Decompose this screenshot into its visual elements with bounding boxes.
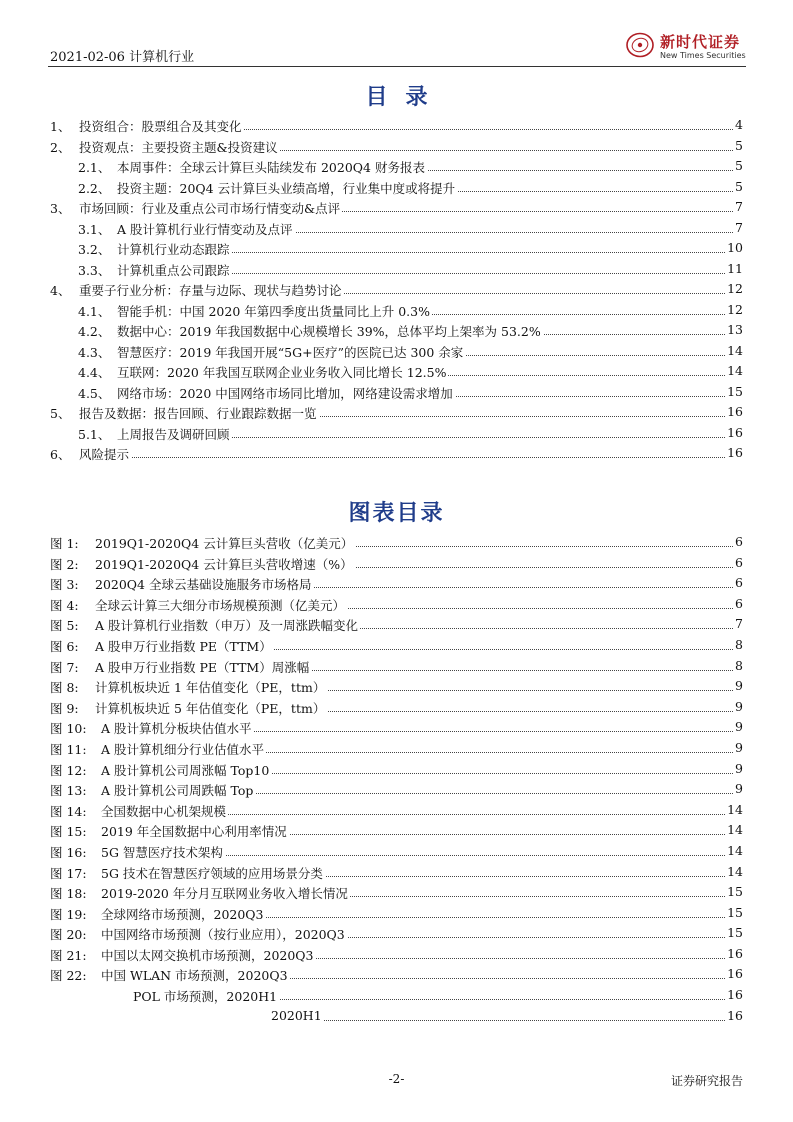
toc-entry[interactable] xyxy=(0,300,793,321)
figure-entry[interactable] xyxy=(0,738,793,759)
figure-entry-title: 2019Q1-2020Q4 云计算巨头营收（亿美元） xyxy=(95,536,354,551)
toc-entry-number: 4.4、 xyxy=(78,365,111,380)
figure-entry-page: 9 xyxy=(735,781,743,797)
toc-entry-number: 4、 xyxy=(50,283,71,298)
figure-entry[interactable] xyxy=(0,779,793,800)
toc-entry-title: 智能手机：中国 2020 年第四季度出货量同比上升 0.3% xyxy=(117,303,430,319)
toc-entry-title: 投资观点：主要投资主题&投资建议 xyxy=(79,139,278,155)
figure-entry-title: 2020H1 xyxy=(271,1007,322,1023)
figure-entry-page: 16 xyxy=(727,945,743,961)
page-number: -2- xyxy=(388,1072,405,1086)
figure-entry-title: 计算机板块近 1 年估值变化（PE，ttm） xyxy=(95,680,326,696)
figure-entry-label: 图 6: xyxy=(50,638,79,654)
figure-entry-title: 2019 年全国数据中心利用率情况 xyxy=(101,824,287,840)
figure-entry-label: 图 13: xyxy=(50,783,87,799)
toc-entry-page: 5 xyxy=(735,158,743,173)
figure-entry-label: 图 9: xyxy=(50,700,79,716)
figure-entry[interactable] xyxy=(0,985,793,1006)
toc-entry-title: 重要子行业分析：存量与边际、现状与趋势讨论 xyxy=(79,283,342,298)
figure-entry-label: 图 3: xyxy=(50,577,79,593)
figure-entry-page: 6 xyxy=(735,534,743,549)
toc-entry[interactable] xyxy=(0,136,793,157)
toc-entry[interactable] xyxy=(0,115,793,136)
toc-entry-number: 3、 xyxy=(50,201,71,216)
figure-entry-page: 16 xyxy=(727,987,743,1003)
toc-entry-page: 11 xyxy=(727,260,743,276)
figure-entry-page: 9 xyxy=(735,678,743,694)
toc-entry-page: 7 xyxy=(735,219,743,235)
figure-entry-title: A 股申万行业指数 PE（TTM） xyxy=(95,638,272,654)
figure-entry-title: POL 市场预测，2020H1 xyxy=(133,989,278,1005)
toc-entry[interactable] xyxy=(0,218,793,239)
figure-entry-page: 16 xyxy=(727,1007,743,1023)
toc-entry-page: 16 xyxy=(727,424,743,440)
figure-entry-label: 图 21: xyxy=(50,947,87,963)
figure-entry[interactable] xyxy=(0,841,793,862)
figure-entry-title: 计算机板块近 5 年估值变化（PE，ttm） xyxy=(95,700,326,716)
figure-entry-page: 15 xyxy=(727,925,743,941)
figure-entry-page: 9 xyxy=(735,760,743,776)
toc-entry-title: 计算机重点公司跟踪 xyxy=(117,262,230,278)
figure-entry-page: 9 xyxy=(735,739,743,755)
logo-emblem-icon xyxy=(626,32,654,58)
figure-entry-label: 图 15: xyxy=(50,824,87,840)
figure-entry-page: 8 xyxy=(735,657,743,673)
figure-entry[interactable] xyxy=(0,614,793,635)
toc-entry-page: 16 xyxy=(727,445,743,460)
toc-entry-title: 报告及数据：报告回顾、行业跟踪数据一览 xyxy=(79,406,317,421)
figure-entry-title: A 股计算机公司周涨幅 Top10 xyxy=(101,762,270,778)
figure-entry-title: 中国 WLAN 市场预测，2020Q3 xyxy=(101,968,288,984)
toc-entry[interactable] xyxy=(0,156,793,177)
figure-entry-page: 14 xyxy=(727,822,743,838)
toc-entry[interactable] xyxy=(0,382,793,403)
figure-entry-label: 图 12: xyxy=(50,762,87,778)
toc-entry-number: 5.1、 xyxy=(78,426,111,442)
toc-entry[interactable] xyxy=(0,238,793,259)
figure-entry-title: 中国以太网交换机市场预测，2020Q3 xyxy=(101,947,314,963)
figures-title: 图表目录 xyxy=(348,500,445,526)
toc-entry[interactable] xyxy=(0,341,793,362)
toc-entry-number: 3.2、 xyxy=(78,242,111,257)
figure-entry-label: 图 19: xyxy=(50,906,87,922)
figure-entry[interactable] xyxy=(0,882,793,903)
figure-entry[interactable] xyxy=(0,532,793,553)
figure-entry[interactable] xyxy=(0,676,793,697)
figure-entry-label: 图 5: xyxy=(50,618,79,634)
figure-entry-page: 16 xyxy=(727,966,743,982)
toc-entry-title: A 股计算机行业行情变动及点评 xyxy=(117,221,293,237)
figure-entry[interactable] xyxy=(0,800,793,821)
toc-entry[interactable] xyxy=(0,361,793,382)
toc-entry-title: 计算机行业动态跟踪 xyxy=(117,242,230,257)
company-logo xyxy=(626,30,746,62)
figure-entry-title: A 股计算机分板块估值水平 xyxy=(101,721,252,737)
toc-entry[interactable] xyxy=(0,320,793,341)
figure-entry-page: 15 xyxy=(727,904,743,920)
figure-entry-title: 中国网络市场预测（按行业应用），2020Q3 xyxy=(101,927,345,943)
header-date-sector: 2021-02-06 计算机行业 xyxy=(50,50,195,65)
toc-entry[interactable] xyxy=(0,177,793,198)
toc-entry-title: 本周事件：全球云计算巨头陆续发布 2020Q4 财务报表 xyxy=(117,160,425,175)
figure-entry-label: 图 8: xyxy=(50,680,79,696)
toc-entry[interactable] xyxy=(0,197,793,218)
toc-entry-number: 2、 xyxy=(50,139,71,155)
figure-entry[interactable] xyxy=(0,923,793,944)
toc-entry-page: 12 xyxy=(727,301,743,317)
figure-entry-title: A 股计算机公司周跌幅 Top xyxy=(101,783,254,799)
figure-entry-label: 图 16: xyxy=(50,844,87,860)
figure-entry[interactable] xyxy=(0,594,793,615)
figure-entry-title: 2019Q1-2020Q4 云计算巨头营收增速（%） xyxy=(95,556,353,572)
toc-entry[interactable] xyxy=(0,443,793,464)
figure-entry-page: 6 xyxy=(735,595,743,611)
figure-entry-title: A 股计算机细分行业估值水平 xyxy=(101,741,265,757)
figure-entry-page: 9 xyxy=(735,719,743,735)
toc-entry[interactable] xyxy=(0,402,793,423)
figure-entry-page: 8 xyxy=(735,636,743,652)
figure-entry-label: 图 20: xyxy=(50,927,87,943)
toc-entry-title: 上周报告及调研回顾 xyxy=(117,426,230,442)
figure-entry-page: 6 xyxy=(735,554,743,570)
figure-entry[interactable] xyxy=(0,820,793,841)
figure-entry[interactable] xyxy=(0,759,793,780)
toc-entry-number: 4.5、 xyxy=(78,385,111,401)
toc-entry-number: 2.2、 xyxy=(78,180,111,196)
figure-entry-page: 14 xyxy=(727,801,743,817)
logo-english-name: New Times Securities xyxy=(660,51,746,60)
toc-entry-title: 投资主题：20Q4 云计算巨头业绩高增，行业集中度或将提升 xyxy=(117,180,456,196)
figure-leader-dots xyxy=(271,1020,737,1021)
figure-entry-label: 图 18: xyxy=(50,886,87,902)
toc-entry-title: 投资组合：股票组合及其变化 xyxy=(79,119,242,134)
figure-entry-page: 7 xyxy=(735,616,743,632)
toc-entry-page: 14 xyxy=(727,363,743,378)
logo-chinese-name: 新时代证券 xyxy=(660,33,741,51)
toc-entry-number: 1、 xyxy=(50,119,71,134)
toc-title: 目录 xyxy=(365,84,446,110)
figure-entry[interactable] xyxy=(0,903,793,924)
figure-entry-title: A 股计算机行业指数（申万）及一周涨跌幅变化 xyxy=(95,618,359,634)
toc-entry-title: 数据中心：2019 年我国数据中心规模增长 39%，总体平均上架率为 53.2% xyxy=(117,324,541,339)
figure-entry-label: 图 2: xyxy=(50,556,79,572)
toc-entry-page: 14 xyxy=(727,342,743,358)
figure-entry[interactable] xyxy=(0,635,793,656)
toc-entry-page: 15 xyxy=(727,383,743,399)
toc-entry[interactable] xyxy=(0,259,793,280)
figure-entry[interactable] xyxy=(0,862,793,883)
figure-entry-label: 图 10: xyxy=(50,721,87,737)
figure-entry-page: 15 xyxy=(727,884,743,900)
figure-entry-label: 图 11: xyxy=(50,741,87,757)
toc-entry-title: 市场回顾：行业及重点公司市场行情变动&点评 xyxy=(79,201,341,216)
toc-entry-number: 4.2、 xyxy=(78,324,111,339)
toc-entry-number: 2.1、 xyxy=(78,160,111,175)
figure-entry[interactable] xyxy=(0,553,793,574)
toc-entry-page: 13 xyxy=(727,322,743,337)
figure-entry-label: 图 22: xyxy=(50,968,87,984)
footer-label: 证券研究报告 xyxy=(670,1074,743,1088)
header-divider xyxy=(48,66,746,67)
toc-entry[interactable] xyxy=(0,279,793,300)
toc-entry-title: 网络市场：2020 中国网络市场同比增加，网络建设需求增加 xyxy=(117,385,453,401)
figure-entry-label: 图 17: xyxy=(50,865,87,881)
toc-entry-number: 3.3、 xyxy=(78,262,111,278)
figure-entry[interactable] xyxy=(0,697,793,718)
figure-entry-title: 2020Q4 全球云基础设施服务市场格局 xyxy=(95,577,312,593)
toc-entry-page: 16 xyxy=(727,404,743,419)
toc-entry-number: 4.1、 xyxy=(78,303,111,319)
toc-list xyxy=(0,115,793,464)
toc-entry-number: 6、 xyxy=(50,447,71,462)
toc-entry-number: 3.1、 xyxy=(78,221,111,237)
toc-entry-number: 5、 xyxy=(50,406,71,421)
toc-leader-dots xyxy=(79,457,737,458)
figure-entry-title: 全球云计算三大细分市场规模预测（亿美元） xyxy=(95,597,346,613)
figure-entry-page: 6 xyxy=(735,575,743,591)
figure-entry-label: 图 14: xyxy=(50,803,87,819)
figure-entry-title: 2019-2020 年分月互联网业务收入增长情况 xyxy=(101,886,348,902)
figure-entry-page: 14 xyxy=(727,842,743,858)
figure-entry-label: 图 1: xyxy=(50,536,79,551)
toc-entry-title: 智慧医疗：2019 年我国开展“5G+医疗”的医院已达 300 余家 xyxy=(117,344,464,360)
toc-entry-page: 5 xyxy=(735,137,743,153)
figure-entry-title: A 股申万行业指数 PE（TTM）周涨幅 xyxy=(95,659,310,675)
figure-entry[interactable] xyxy=(0,573,793,594)
toc-entry-page: 12 xyxy=(727,281,743,296)
toc-entry-title: 风险提示 xyxy=(79,447,130,462)
figure-entry-title: 5G 技术在智慧医疗领域的应用场景分类 xyxy=(101,865,323,881)
figure-entry-title: 全球网络市场预测，2020Q3 xyxy=(101,906,264,922)
figure-entry-page: 14 xyxy=(727,863,743,879)
figure-entry-label: 图 7: xyxy=(50,659,79,675)
toc-entry-page: 5 xyxy=(735,178,743,194)
figure-entry[interactable] xyxy=(0,1006,793,1027)
figure-entry[interactable] xyxy=(0,717,793,738)
toc-entry-page: 4 xyxy=(735,117,743,132)
figure-entry-title: 5G 智慧医疗技术架构 xyxy=(101,844,223,860)
figure-entry-title: 全国数据中心机架规模 xyxy=(101,803,227,819)
figure-entry[interactable] xyxy=(0,944,793,965)
figure-entry[interactable] xyxy=(0,656,793,677)
figure-entry[interactable] xyxy=(0,964,793,985)
figure-list xyxy=(0,532,793,1026)
toc-entry-page: 10 xyxy=(727,240,743,255)
figure-entry-page: 9 xyxy=(735,698,743,714)
toc-entry-number: 4.3、 xyxy=(78,344,111,360)
toc-entry-page: 7 xyxy=(735,199,743,214)
figure-entry-label: 图 4: xyxy=(50,597,79,613)
toc-entry-title: 互联网：2020 年我国互联网企业业务收入同比增长 12.5% xyxy=(117,365,447,380)
toc-entry[interactable] xyxy=(0,423,793,444)
